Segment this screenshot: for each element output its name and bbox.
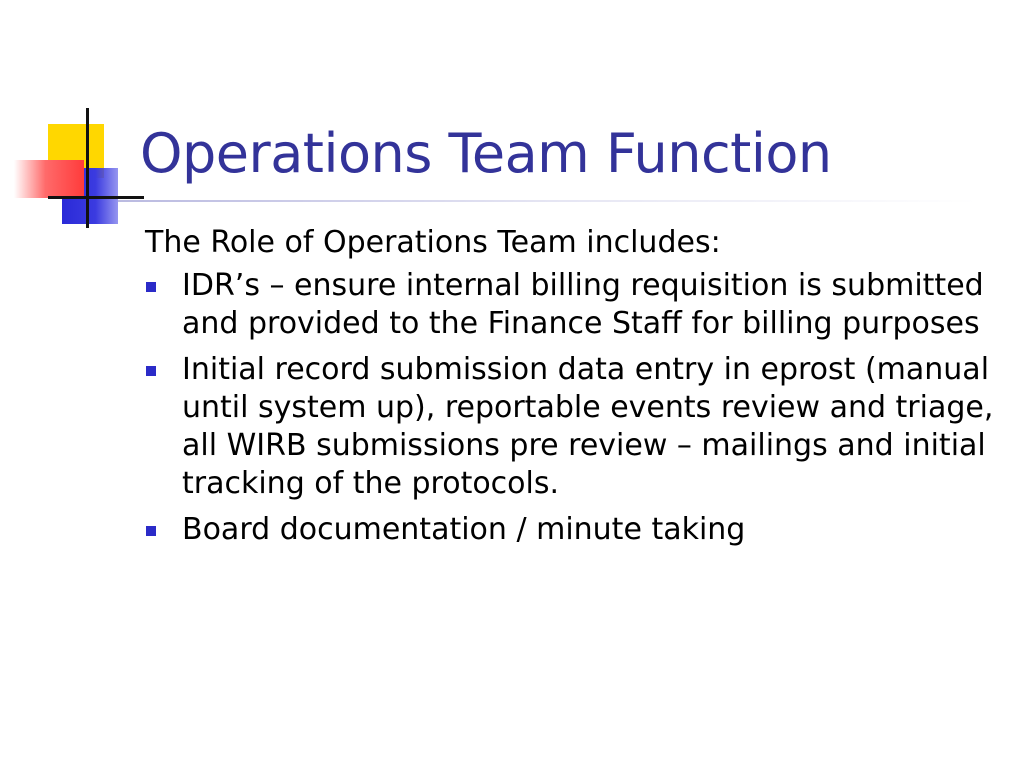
list-item-text: Initial record submission data entry in eprost (manual until system up), reportable events review and triage, all WIRB submissions pre review – mailings and initial tracking of the protocols.	[182, 352, 994, 501]
list-item	[145, 351, 1005, 503]
slide-body	[145, 224, 1005, 557]
list-item	[145, 511, 1005, 549]
red-square-decoration	[14, 160, 84, 198]
slide-title: Operations Team Function	[140, 122, 832, 185]
list-item-text: IDR’s – ensure internal billing requisition is submitted and provided to the Finance Staff for billing purposes	[182, 268, 984, 341]
list-item	[145, 267, 1005, 343]
vertical-line-decoration	[86, 108, 89, 228]
square-bullet-icon	[146, 366, 156, 376]
square-bullet-icon	[146, 526, 156, 536]
intro-text: The Role of Operations Team includes:	[145, 225, 721, 260]
bullet-list	[145, 267, 1005, 549]
corner-decoration-graphic	[0, 0, 160, 240]
title-underline-rule	[118, 200, 978, 202]
square-bullet-icon	[146, 282, 156, 292]
list-item-text: Board documentation / minute taking	[182, 512, 746, 547]
horizontal-line-decoration	[48, 196, 144, 199]
